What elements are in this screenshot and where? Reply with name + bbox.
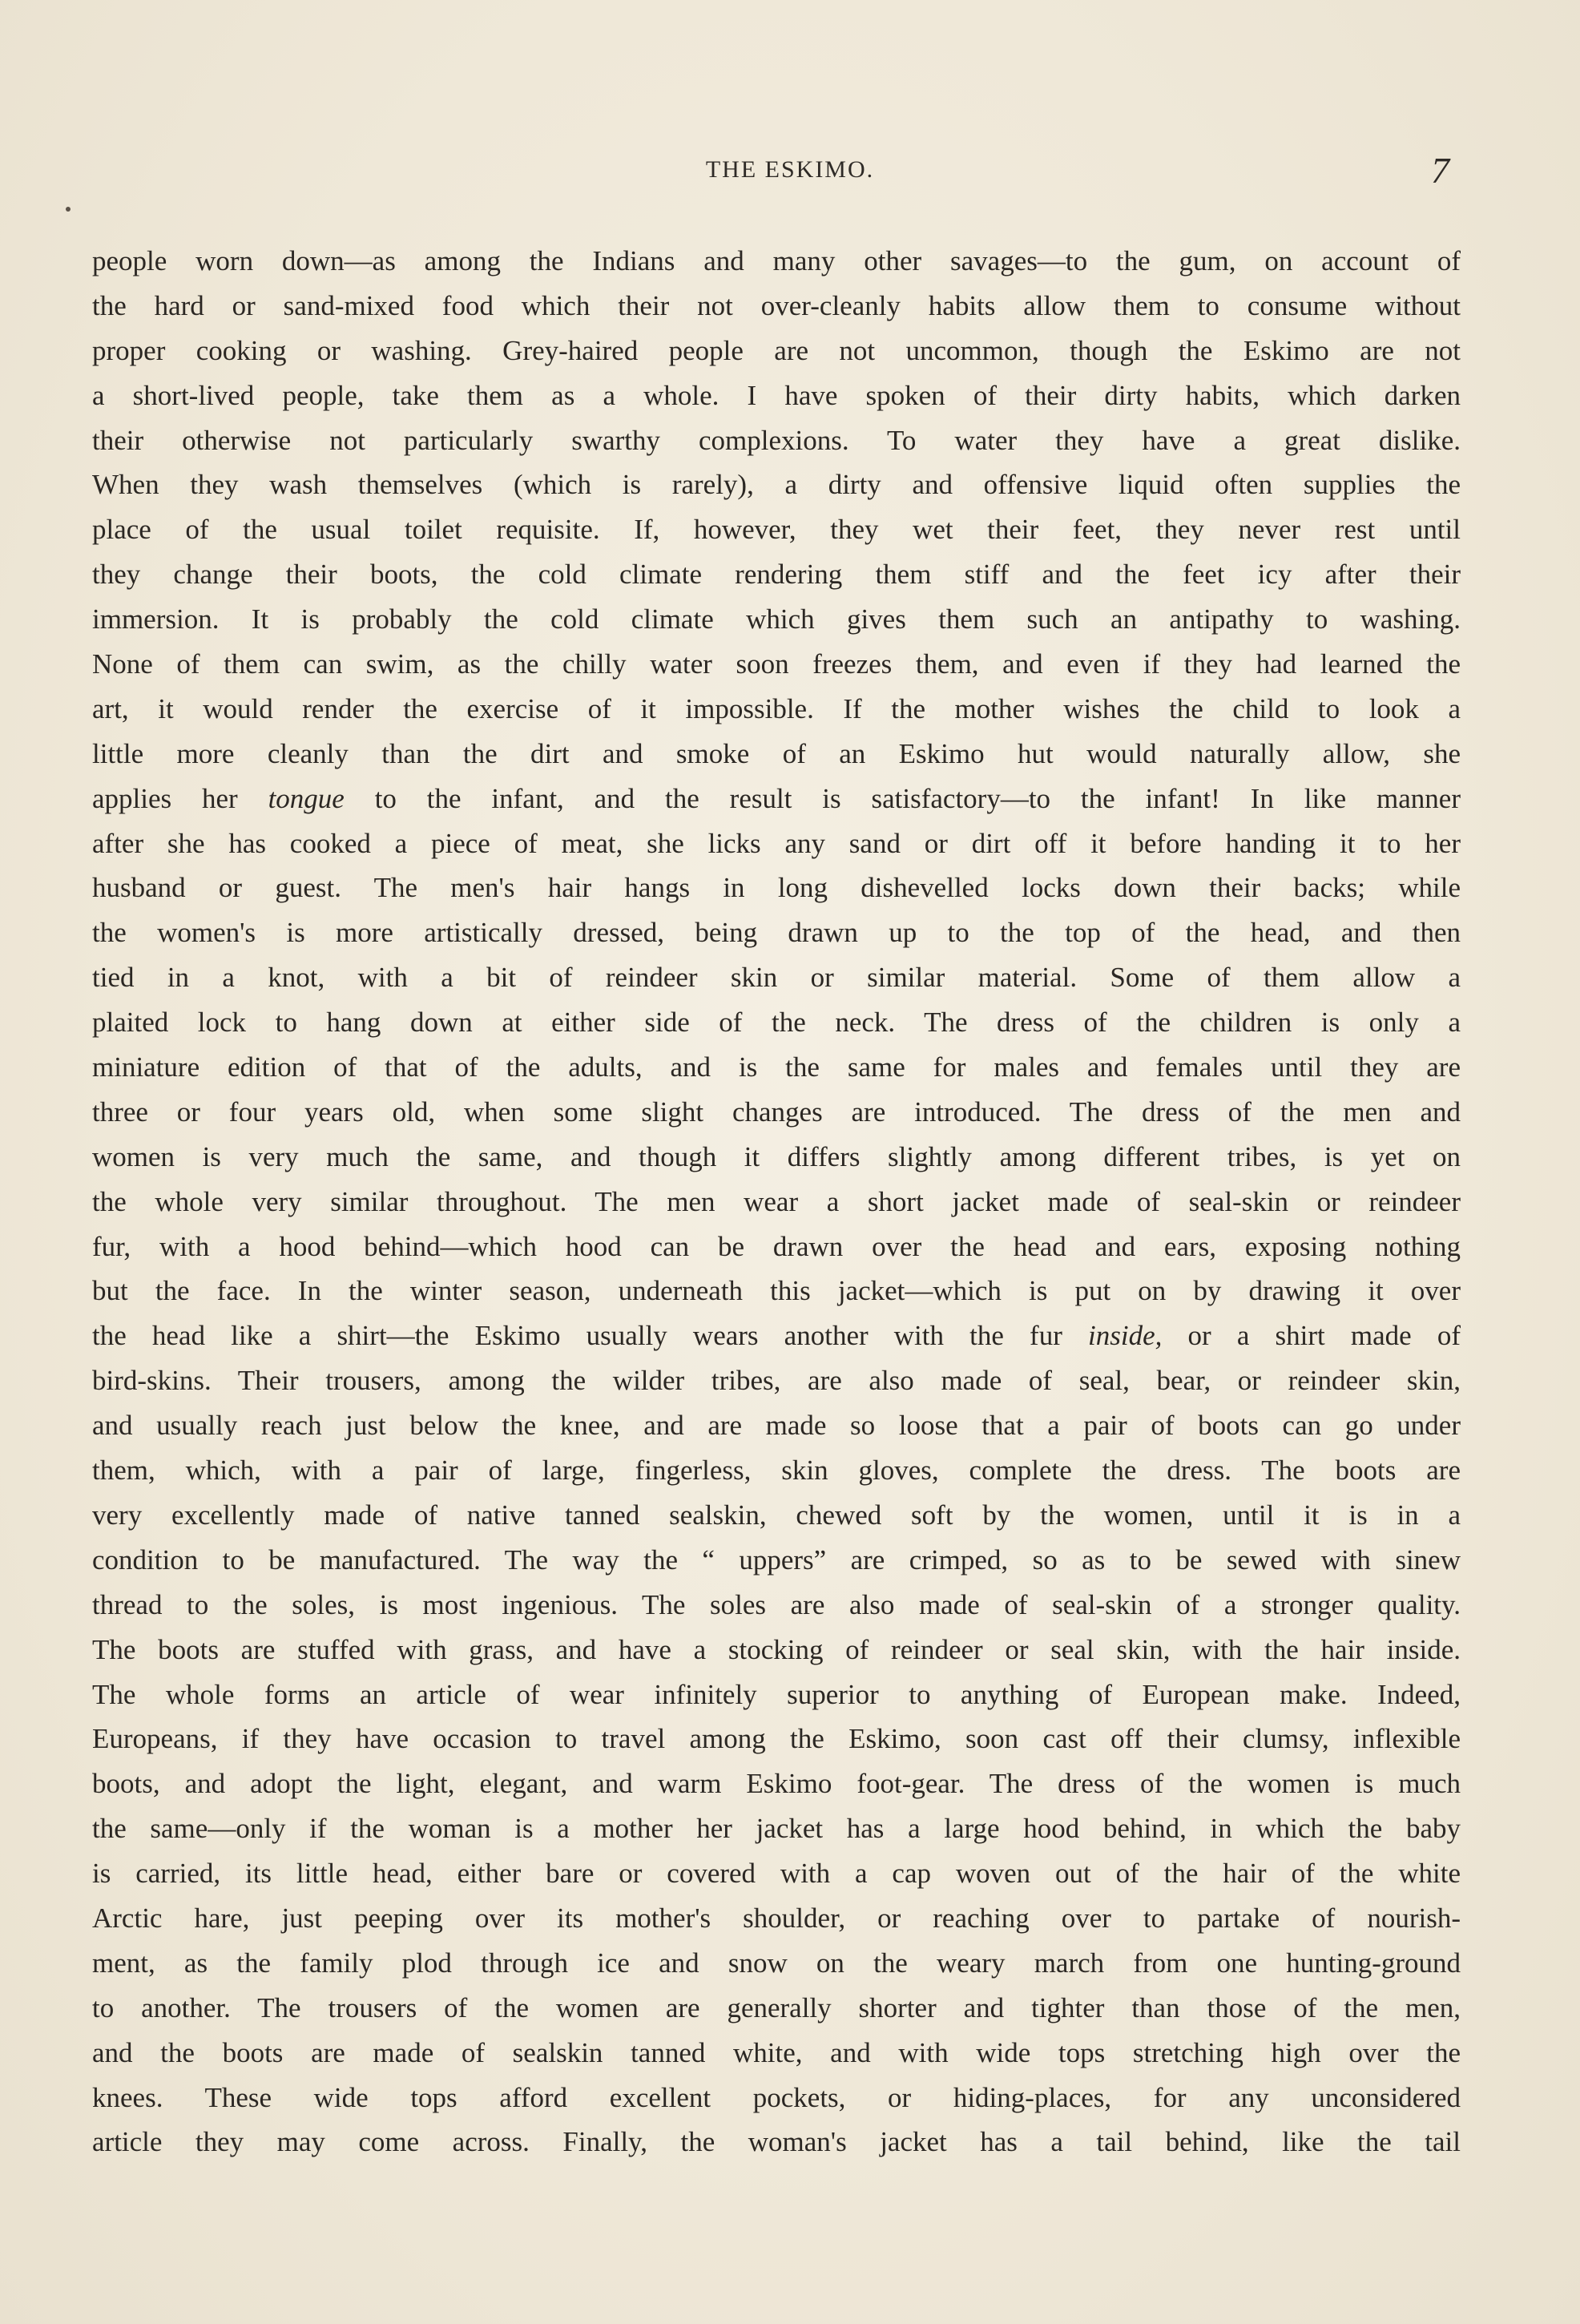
text-line: ment, as the family plod through ice and snow on the weary march from one hunting-ground [92, 1947, 1461, 1979]
text-line: miniature edition of that of the adults, and is the same for males and females until they are [92, 1051, 1461, 1083]
text-line: three or four years old, when some slight changes are introduced. The dress of the men and [92, 1095, 1461, 1128]
text-line: The boots are stuffed with grass, and have a stocking of reindeer or seal skin, with the hair inside. [92, 1633, 1461, 1665]
text-line: place of the usual toilet requisite. If, however, they wet their feet, they never rest until [92, 514, 1461, 546]
text-line: condition to be manufactured. The way the “ uppers” are crimped, so as to be sewed with sinew [92, 1543, 1461, 1576]
text-line: husband or guest. The men's hair hangs in long dishevelled locks down their backs; while [92, 872, 1461, 904]
text-line: a short-lived people, take them as a whole. I have spoken of their dirty habits, which darken [92, 379, 1461, 411]
text-line: but the face. In the winter season, underneath this jacket—which is put on by drawing it over [92, 1275, 1461, 1307]
text-line: The whole forms an article of wear infinitely superior to anything of European make. Indeed, [92, 1678, 1461, 1710]
text-line: None of them can swim, as the chilly water soon freezes them, and even if they had learned the [92, 648, 1461, 680]
text-line: people worn down—as among the Indians and many other savages—to the gum, on account of [92, 245, 1461, 276]
text-line: very excellently made of native tanned sealskin, chewed soft by the women, until it is in a [92, 1499, 1461, 1531]
text-line: plaited lock to hang down at either side of the neck. The dress of the children is only a [92, 1007, 1461, 1039]
text-line: they change their boots, the cold climate rendering them stiff and the feet icy after their [92, 559, 1461, 591]
italic-word: inside, [1088, 1320, 1163, 1352]
text-line: women is very much the same, and though it differs slightly among different tribes, is yet on [92, 1140, 1461, 1172]
text-span: applies her [92, 782, 268, 814]
text-line: the same—only if the woman is a mother her jacket has a large hood behind, in which the baby [92, 1813, 1461, 1845]
text-line: proper cooking or washing. Grey-haired people are not uncommon, though the Eskimo are not [92, 334, 1461, 366]
running-head: THE ESKIMO. [705, 156, 875, 183]
text-line: the hard or sand-mixed food which their not over-cleanly habits allow them to consume without [92, 289, 1461, 321]
text-span: or a shirt made of [1162, 1320, 1461, 1352]
ink-speck [66, 207, 71, 212]
text-line: boots, and adopt the light, elegant, and warm Eskimo foot-gear. The dress of the women is much [92, 1768, 1461, 1800]
text-line: and usually reach just below the knee, and are made so loose that a pair of boots can go under [92, 1410, 1461, 1442]
text-line: tied in a knot, with a bit of reindeer skin or similar material. Some of them allow a [92, 962, 1461, 994]
text-line: article they may come across. Finally, the woman's jacket has a tail behind, like the tail [92, 2126, 1461, 2158]
text-line: Arctic hare, just peeping over its mother's shoulder, or reaching over to partake of nourish- [92, 1902, 1461, 1934]
text-line: art, it would render the exercise of it impossible. If the mother wishes the child to look a [92, 692, 1461, 724]
text-line: knees. These wide tops afford excellent pockets, or hiding-places, for any unconsidered [92, 2081, 1461, 2113]
text-line: the whole very similar throughout. The men wear a short jacket made of seal-skin or reindeer [92, 1185, 1461, 1217]
text-line: to another. The trousers of the women are generally shorter and tighter than those of the men, [92, 1991, 1461, 2023]
text-span: the head like a shirt—the Eskimo usually wears another with the fur [92, 1320, 1089, 1352]
text-line: little more cleanly than the dirt and smoke of an Eskimo hut would naturally allow, she [92, 737, 1461, 769]
text-line [92, 1313, 1461, 1358]
text-line: thread to the soles, is most ingenious. The soles are also made of seal-skin of a stronger quality. [92, 1588, 1461, 1620]
text-line: bird-skins. Their trousers, among the wilder tribes, are also made of seal, bear, or reindeer skin, [92, 1365, 1461, 1397]
text-line [92, 777, 1461, 821]
text-line: them, which, with a pair of large, fingerless, skin gloves, complete the dress. The boots are [92, 1455, 1461, 1487]
italic-word: tongue [268, 782, 345, 814]
page-number: 7 [1431, 150, 1449, 191]
text-line: and the boots are made of sealskin tanned white, and with wide tops stretching high over the [92, 2036, 1461, 2068]
text-line: Europeans, if they have occasion to travel among the Eskimo, soon cast off their clumsy, inflexible [92, 1723, 1461, 1755]
text-line: the women's is more artistically dressed, being drawn up to the top of the head, and then [92, 917, 1461, 949]
text-line: their otherwise not particularly swarthy complexions. To water they have a great dislike. [92, 424, 1461, 456]
body-text [92, 239, 1461, 2165]
text-line: When they wash themselves (which is rarely), a dirty and offensive liquid often supplies the [92, 469, 1461, 501]
text-line: is carried, its little head, either bare or covered with a cap woven out of the hair of the white [92, 1858, 1461, 1890]
text-line: fur, with a hood behind—which hood can be drawn over the head and ears, exposing nothing [92, 1230, 1461, 1262]
text-line: after she has cooked a piece of meat, she licks any sand or dirt off it before handing it to her [92, 827, 1461, 859]
text-span: to the infant, and the result is satisfactory—to the infant! In like manner [344, 782, 1461, 814]
text-line: immersion. It is probably the cold climate which gives them such an antipathy to washing. [92, 603, 1461, 635]
